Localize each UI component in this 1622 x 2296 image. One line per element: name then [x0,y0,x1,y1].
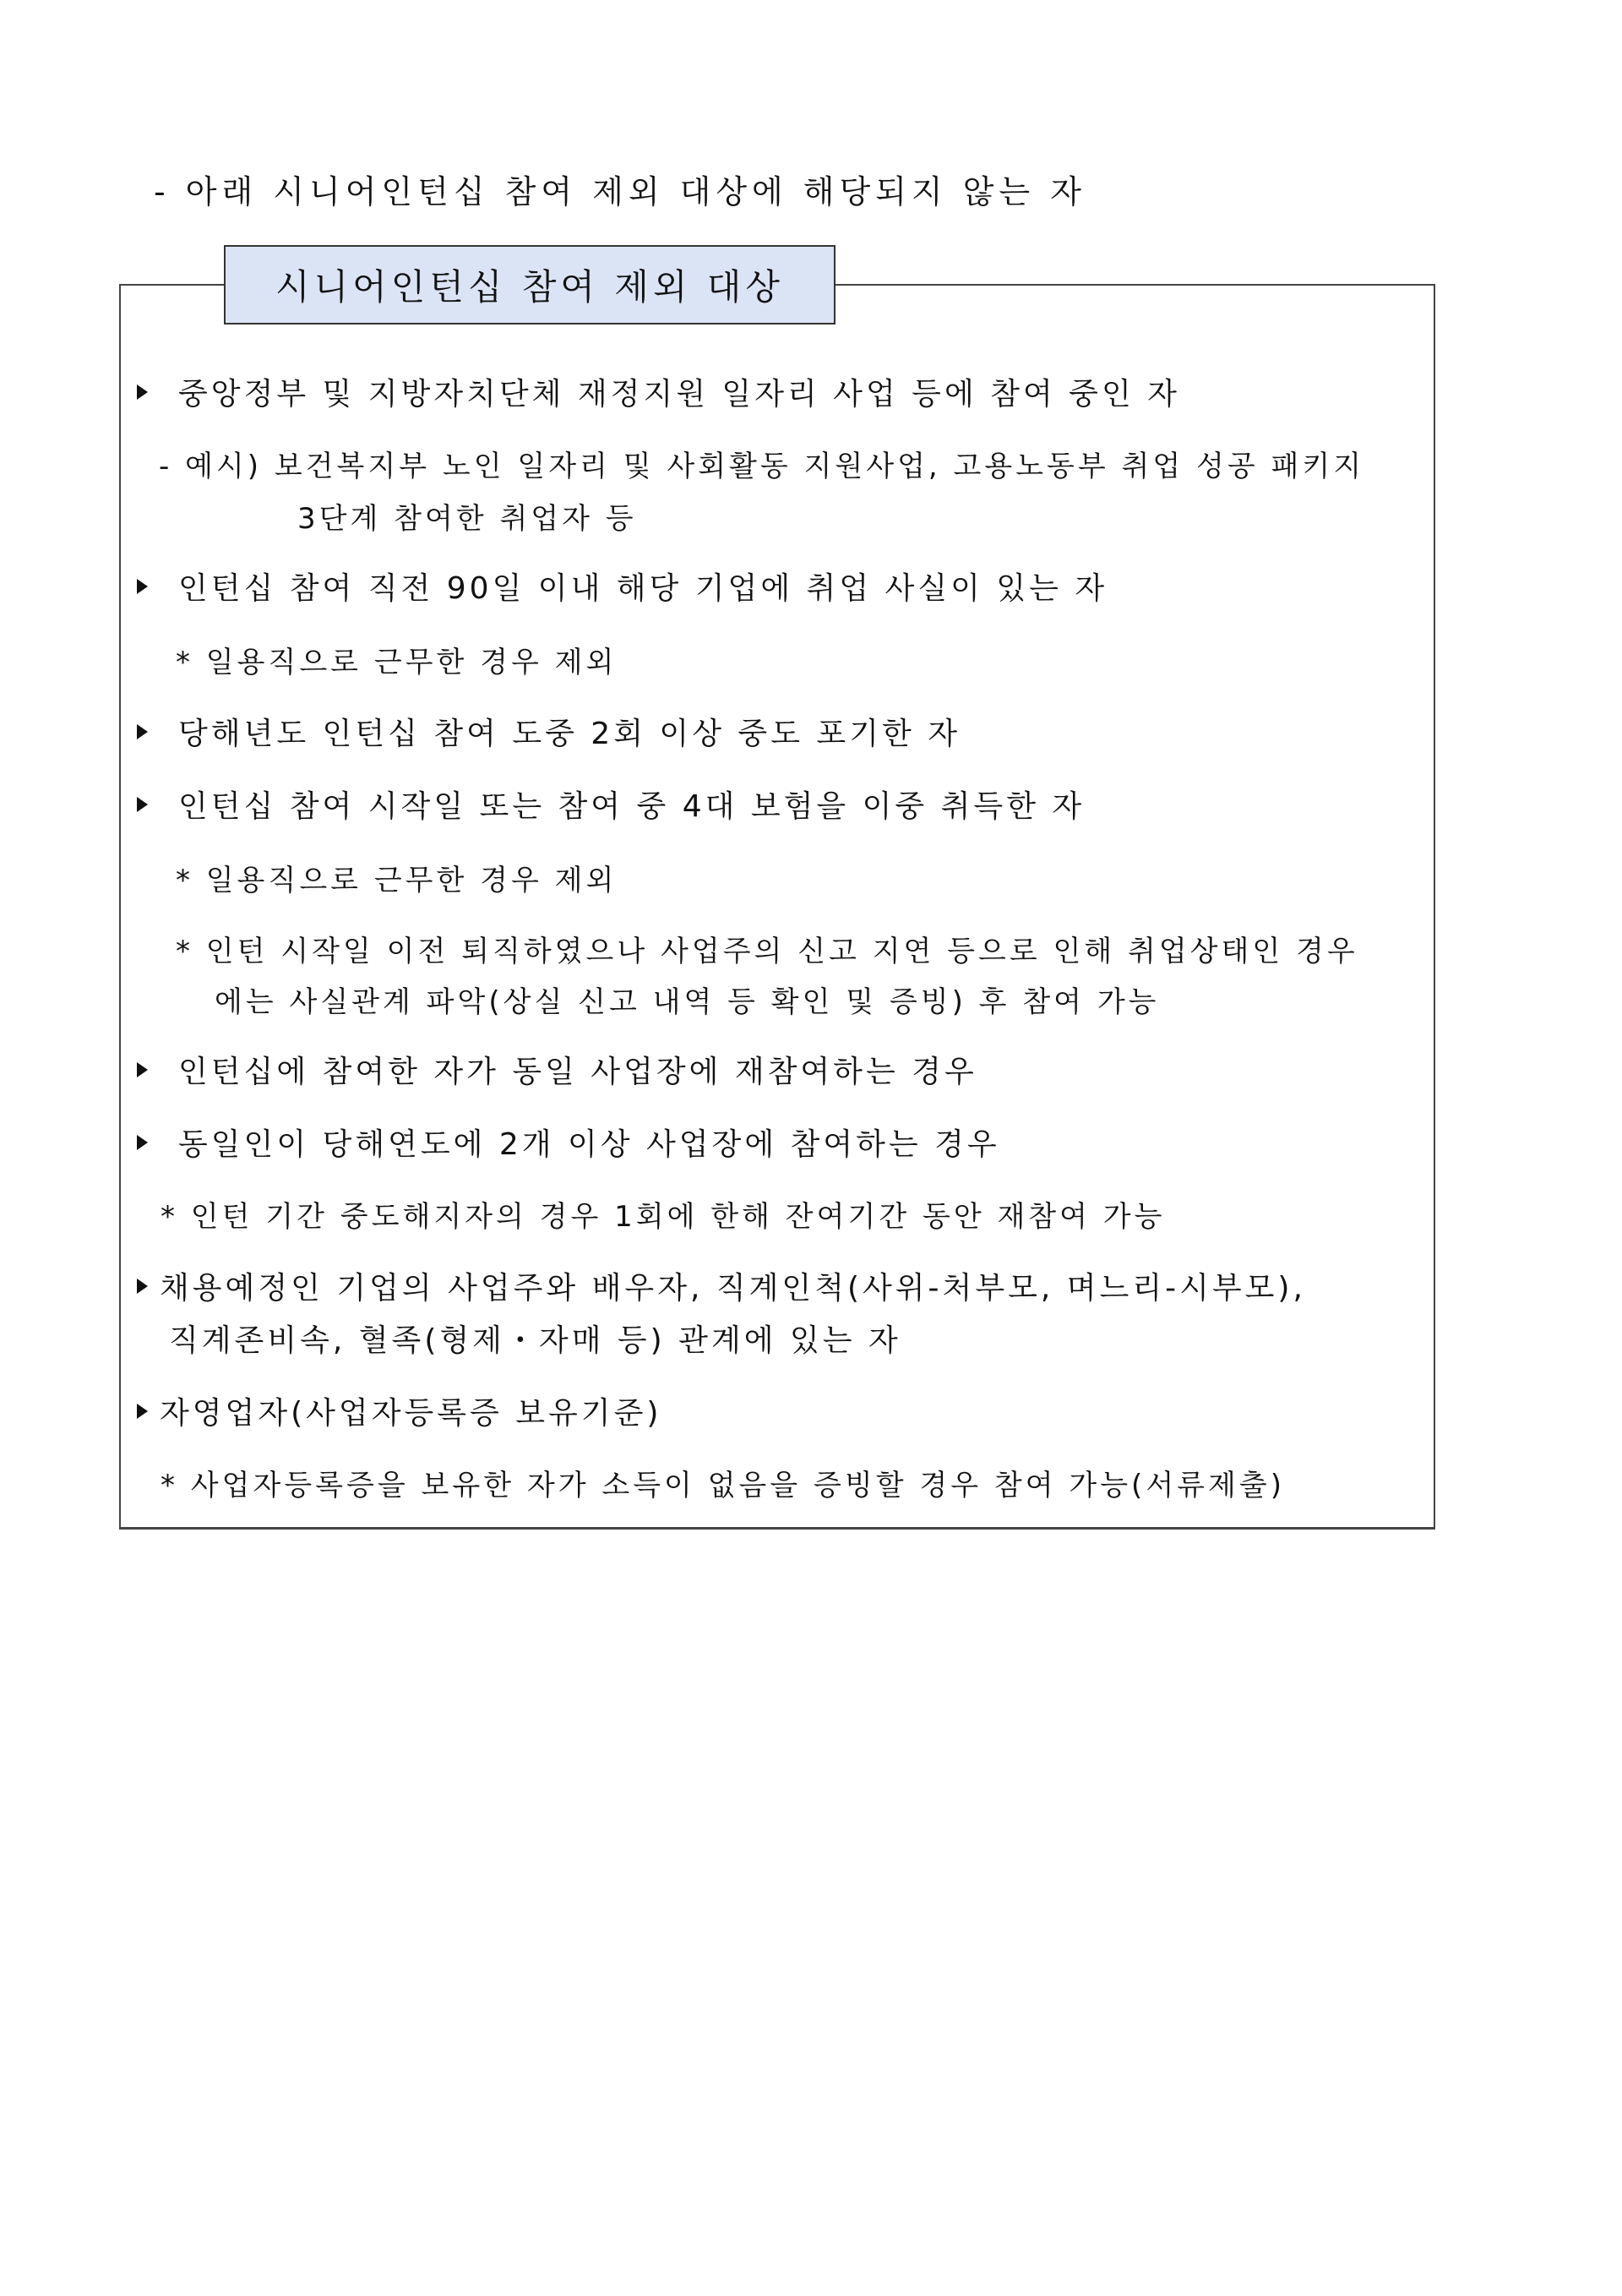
item-8-note: * 사업자등록증을 보유한 자가 소득이 없음을 증빙할 경우 참여 가능(서류제출) [161,1469,1285,1502]
exclusion-item-6 [137,1121,1000,1164]
exclusion-box-title [224,245,835,324]
exclusion-item-3 [137,710,961,753]
item-text: 당해년도 인턴십 참여 도중 2회 이상 중도 포기한 자 [178,717,961,751]
item-text: 인턴십 참여 직전 90일 이내 해당 기업에 취업 사실이 있는 자 [178,571,1108,606]
item-text: 자영업자(사업자등록증 보유기준) [160,1396,662,1431]
triangle-right-icon [137,724,148,739]
triangle-right-icon [137,579,148,594]
intro-line: - 아래 시니어인턴십 참여 제외 대상에 해당되지 않는 자 [154,173,1086,210]
item-text: 채용예정인 기업의 사업주와 배우자, 직계인척(사위-처부모, 며느리-시부모), [160,1271,1306,1306]
item-1-example-line-1: - 예시) 보건복지부 노인 일자리 및 사회활동 지원사업, 고용노동부 취업 성공 패키지 [159,450,1365,483]
exclusion-item-2 [137,564,1108,608]
item-1-example-line-2: 3단계 참여한 취업자 등 [297,502,637,536]
item-7-line-2: 직계존비속, 혈족(형제・자매 등) 관계에 있는 자 [169,1323,901,1358]
item-text: 중앙정부 및 지방자치단체 재정지원 일자리 사업 등에 참여 중인 자 [178,377,1180,412]
exclusion-item-4 [137,783,1085,826]
item-text: 인턴십 참여 시작일 또는 참여 중 4대 보험을 이중 취득한 자 [178,789,1086,824]
item-4-note-2-line-1: * 인턴 시작일 이전 퇴직하였으나 사업주의 신고 지연 등으로 인해 취업상태인 경우 [176,935,1358,968]
exclusion-item-1 [137,370,1180,413]
exclusion-item-5 [137,1048,977,1091]
triangle-right-icon [137,1062,148,1077]
item-4-note-1: * 일용직으로 근무한 경우 제외 [176,864,618,897]
exclusion-item-7 [137,1264,1306,1307]
exclusion-item-8 [137,1389,661,1432]
triangle-right-icon [137,797,148,812]
item-text: 동일인이 당해연도에 2개 이상 사업장에 참여하는 경우 [178,1127,1000,1162]
item-4-note-2-line-2: 에는 사실관계 파악(상실 신고 내역 등 확인 및 증빙) 후 참여 가능 [215,985,1160,1019]
item-2-note: * 일용직으로 근무한 경우 제외 [176,646,618,679]
item-text: 인턴십에 참여한 자가 동일 사업장에 재참여하는 경우 [178,1055,977,1089]
item-6-note: * 인턴 기간 중도해지자의 경우 1회에 한해 잔여기간 동안 재참여 가능 [161,1200,1166,1234]
triangle-right-icon [137,384,148,400]
triangle-right-icon [137,1135,148,1150]
triangle-right-icon [137,1404,148,1419]
box-title-text: 시니어인턴십 참여 제외 대상 [275,266,784,308]
triangle-right-icon [137,1279,148,1294]
